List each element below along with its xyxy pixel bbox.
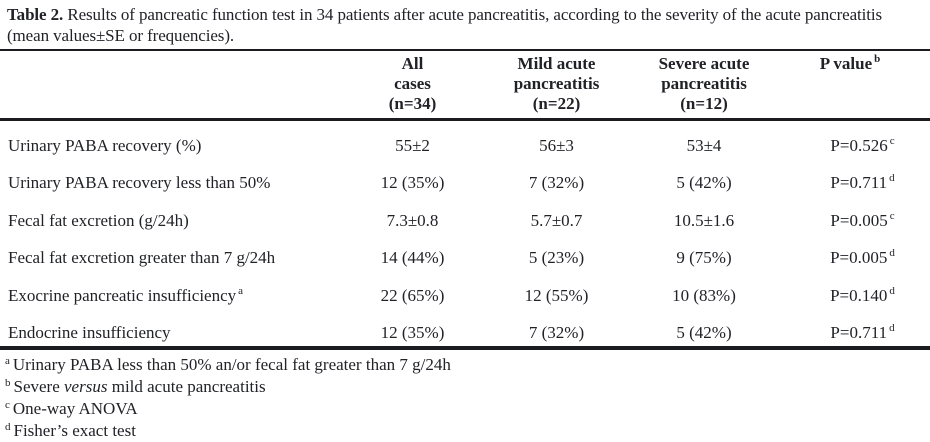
col-header-line: Severe acute [658, 54, 750, 73]
cell-all-cases: 55±2 [395, 135, 430, 155]
footnote-b-pre: Severe [13, 377, 60, 396]
pvalue-sup: d [889, 247, 895, 259]
cell-mild: 12 (55%) [524, 285, 589, 305]
footnotes [0, 350, 930, 442]
cell-pvalue [770, 271, 930, 309]
cell-all-cases: 7.3±0.8 [386, 210, 439, 230]
table-caption [0, 0, 930, 51]
footnote-d-marker: d [5, 421, 11, 433]
cell-all-cases: 22 (65%) [380, 285, 445, 305]
footnote-d [5, 420, 930, 442]
footnote-marker-b: b [874, 53, 881, 65]
row-label-text: Urinary PABA recovery (%) [8, 135, 202, 155]
col-header-mild [475, 51, 638, 120]
cell-severe: 5 (42%) [676, 323, 732, 342]
table-row-exocrine-insufficiency [0, 271, 930, 309]
cell-pvalue [770, 309, 930, 349]
row-label-sup [171, 322, 173, 334]
pvalue-text: P=0.711 [830, 323, 888, 342]
row-label-sup [189, 210, 191, 222]
col-header-line: pancreatitis [661, 74, 747, 93]
footnote-marker-a: a [238, 284, 244, 297]
pvalue-text: P=0.005 [830, 210, 888, 230]
footnote-a [5, 354, 930, 376]
col-header-line: (n=22) [532, 94, 581, 113]
pvalue-text: P=0.005 [830, 248, 888, 267]
pvalue-text: P=0.140 [830, 285, 888, 305]
cell-severe: 5 (42%) [676, 173, 732, 192]
results-table [0, 51, 930, 350]
col-header-line: (n=12) [680, 94, 728, 113]
footnote-b [5, 376, 930, 398]
cell-severe: 53±4 [686, 135, 722, 155]
col-header-pvalue [770, 51, 930, 120]
cell-all-cases: 12 (35%) [380, 323, 445, 342]
cell-pvalue [770, 234, 930, 272]
footnote-c [5, 398, 930, 420]
row-label [0, 309, 350, 349]
table-row-fecal-fat-excretion [0, 196, 930, 234]
cell-severe: 10.5±1.6 [673, 210, 735, 230]
cell-mild: 5.7±0.7 [530, 210, 583, 230]
table-caption-text: Results of pancreatic function test in 34 patients after acute pancreatitis, according to the severity of the acute pancreatitis (mean values±SE or frequencies). [7, 5, 883, 45]
cell-pvalue [770, 120, 930, 159]
cell-mild: 5 (23%) [528, 248, 585, 267]
footnote-b-marker: b [5, 377, 11, 389]
row-label-text: Exocrine pancreatic insufficiency [8, 285, 237, 305]
col-header-line: All [401, 54, 424, 73]
col-header-line: (n=34) [388, 94, 437, 113]
pvalue-sup: d [889, 172, 895, 184]
col-header-line: Mild acute [517, 54, 596, 73]
row-label [0, 120, 350, 159]
row-label-text: Fecal fat excretion (g/24h) [8, 210, 189, 230]
row-label-text: Fecal fat excretion greater than 7 g/24h [8, 248, 276, 267]
table-row-urinary-paba-recovery [0, 120, 930, 159]
col-header-all-cases [350, 51, 475, 120]
col-header-line: pancreatitis [513, 74, 600, 93]
table-row-endocrine-insufficiency [0, 309, 930, 349]
table-row-fecal-fat-greater-7 [0, 234, 930, 272]
footnote-b-italic: versus [59, 377, 112, 396]
pvalue-sup: d [889, 322, 895, 334]
row-label-text: Endocrine insufficiency [8, 323, 171, 342]
cell-all-cases: 14 (44%) [380, 248, 445, 267]
table-caption-number: Table 2. [7, 5, 64, 24]
col-header-line: cases [394, 74, 431, 93]
footnote-c-marker: c [5, 399, 10, 411]
col-header-empty [0, 51, 350, 120]
cell-mild: 56±3 [539, 135, 574, 155]
pvalue-text: P=0.711 [830, 173, 888, 192]
pvalue-sup: d [889, 284, 895, 297]
footnote-b-post: mild acute pancreatitis [111, 377, 266, 396]
row-label-sup [201, 135, 203, 147]
footnote-a-text: Urinary PABA less than 50% an/or fecal fat greater than 7 g/24h [12, 355, 451, 374]
table-row-urinary-paba-less-50 [0, 159, 930, 197]
cell-pvalue [770, 196, 930, 234]
row-label [0, 271, 350, 309]
footnote-d-text: Fisher’s exact test [13, 421, 136, 440]
header-row [0, 51, 930, 120]
col-header-severe [638, 51, 770, 120]
pvalue-sup: c [889, 134, 895, 147]
cell-pvalue [770, 159, 930, 197]
row-label-sup [275, 247, 277, 259]
row-label-sup [270, 172, 272, 184]
row-label [0, 196, 350, 234]
cell-severe: 10 (83%) [672, 285, 736, 305]
pvalue-text: P=0.526 [830, 135, 888, 155]
footnote-a-marker: a [5, 355, 10, 367]
row-label-text: Urinary PABA recovery less than 50% [8, 173, 271, 192]
cell-mild: 7 (32%) [528, 323, 585, 342]
cell-severe: 9 (75%) [676, 248, 732, 267]
cell-all-cases: 12 (35%) [380, 173, 445, 192]
row-label [0, 234, 350, 272]
pvalue-sup: c [889, 209, 895, 222]
row-label [0, 159, 350, 197]
cell-mild: 7 (32%) [528, 173, 585, 192]
col-header-pvalue-text: P value [819, 54, 873, 73]
footnote-c-text: One-way ANOVA [12, 399, 138, 418]
